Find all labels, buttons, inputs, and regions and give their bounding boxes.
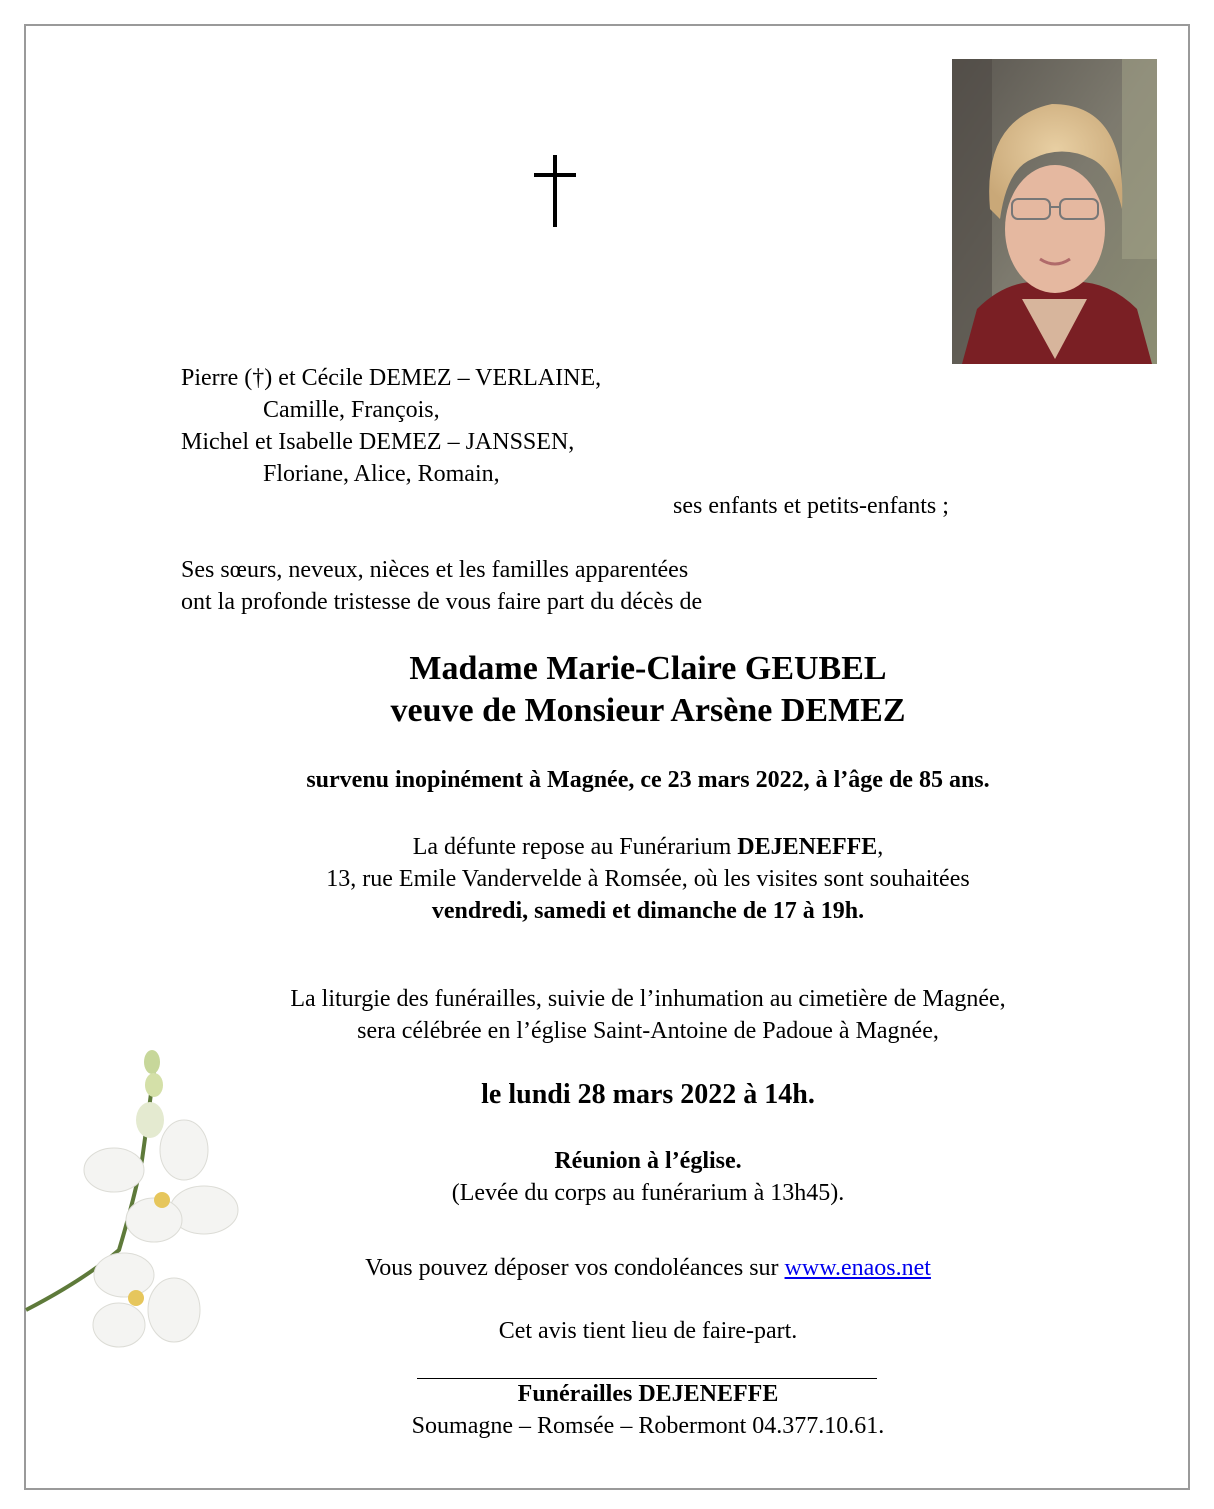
family-line-3: Michel et Isabelle DEMEZ – JANSSEN, xyxy=(181,429,575,455)
visitation-line-1 xyxy=(100,831,1196,863)
funerarium-name: DEJENEFFE xyxy=(737,834,878,860)
deceased-spouse: veuve de Monsieur Arsène DEMEZ xyxy=(390,692,906,729)
visitation-hours: vendredi, samedi et dimanche de 17 à 19h. xyxy=(431,898,865,924)
visitation-line-2: 13, rue Emile Vandervelde à Romsée, où les visites sont souhaitées xyxy=(326,866,970,892)
footer-locations: Soumagne – Romsée – Robermont 04.377.10.61. xyxy=(411,1413,885,1439)
family-line-4: Floriane, Alice, Romain, xyxy=(263,461,500,487)
family-line-5: ses enfants et petits-enfants ; xyxy=(673,493,949,519)
death-info: survenu inopinément à Magnée, ce 23 mars 2022, à l’âge de 85 ans. xyxy=(306,767,990,793)
deceased-name: Madame Marie-Claire GEUBEL xyxy=(409,650,887,687)
cross-icon xyxy=(534,155,576,227)
condolences-link[interactable]: www.enaos.net xyxy=(784,1255,931,1281)
condolences-prefix: Vous pouvez déposer vos condoléances sur xyxy=(365,1255,785,1281)
intro-line-1: Ses sœurs, neveux, nièces et les familles apparentées xyxy=(181,557,689,583)
orchid-icon xyxy=(24,1040,274,1360)
family-line-2: Camille, François, xyxy=(263,397,440,423)
visitation-suffix: , xyxy=(877,834,884,860)
liturgy-line-2: sera célébrée en l’église Saint-Antoine de Padoue à Magnée, xyxy=(357,1018,939,1044)
visitation-prefix: La défunte repose au Funérarium xyxy=(412,834,738,860)
funeral-date: le lundi 28 mars 2022 à 14h. xyxy=(481,1079,815,1110)
meeting-line-2: (Levée du corps au funérarium à 13h45). xyxy=(451,1180,845,1206)
meeting-line-1: Réunion à l’église. xyxy=(554,1148,742,1174)
portrait-photo xyxy=(952,59,1157,364)
intro-line-2: ont la profonde tristesse de vous faire part du décès de xyxy=(181,589,703,615)
family-line-1: Pierre (†) et Cécile DEMEZ – VERLAINE, xyxy=(181,365,602,391)
liturgy-line-1: La liturgie des funérailles, suivie de l’inhumation au cimetière de Magnée, xyxy=(290,986,1006,1012)
footer-company: Funérailles DEJENEFFE xyxy=(517,1381,779,1407)
notice-text: Cet avis tient lieu de faire-part. xyxy=(498,1318,798,1344)
